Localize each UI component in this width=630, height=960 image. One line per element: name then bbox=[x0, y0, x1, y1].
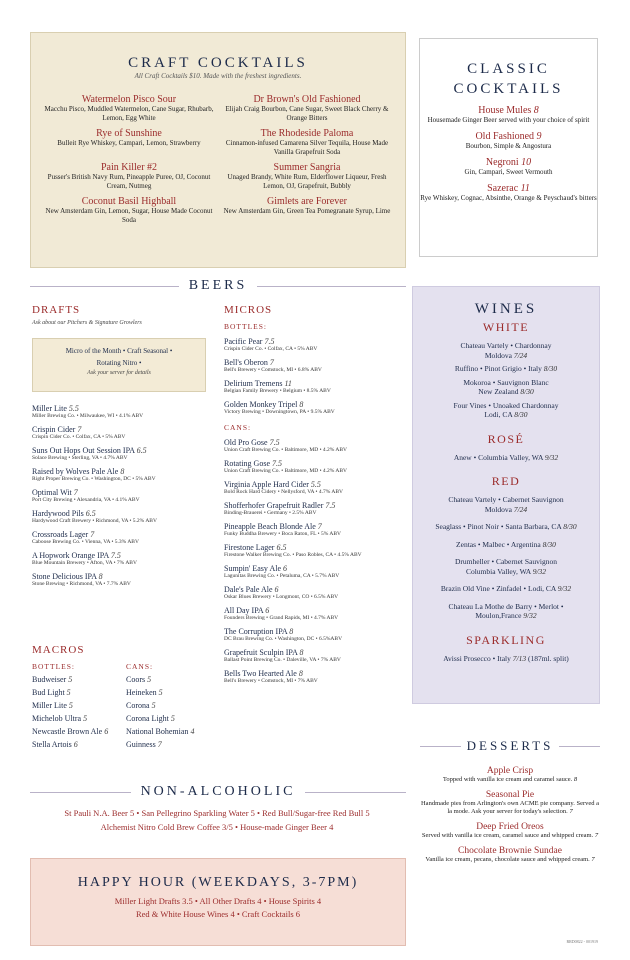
drafts-list bbox=[32, 398, 212, 587]
bottles-label: BOTTLES: bbox=[224, 322, 267, 331]
beer-price: 7.5 bbox=[269, 438, 280, 447]
beer-name: Grapefruit Sculpin IPA bbox=[224, 648, 298, 657]
divider-line bbox=[559, 746, 600, 747]
beer-name: Suns Out Hops Out Session IPA bbox=[32, 446, 135, 455]
wine-category: ROSÉ bbox=[487, 431, 525, 446]
beer-price: 7.5 bbox=[110, 551, 121, 560]
cocktail-desc: Bulleit Rye Whiskey, Campari, Lemon, Strawberry bbox=[57, 139, 201, 147]
macro-price: 6 bbox=[73, 740, 78, 749]
beer-name: Crossroads Lager bbox=[32, 530, 89, 539]
wine-item bbox=[413, 540, 599, 550]
beer-price: 7 bbox=[317, 522, 322, 531]
beer-item bbox=[32, 446, 212, 461]
macro-name: Michelob Ultra bbox=[32, 714, 82, 723]
footer-code: RRD0822 - 001919 bbox=[566, 939, 598, 944]
nonalc-list bbox=[32, 806, 402, 834]
macro-cans-label: CANS: bbox=[126, 662, 154, 671]
classic-item bbox=[420, 183, 597, 203]
wine-line1: Ruffino • Pinot Grigio • Italy bbox=[454, 364, 542, 373]
beer-price: 8 bbox=[120, 467, 125, 476]
beer-price: 11 bbox=[284, 379, 292, 388]
wine-line1: Anew • Columbia Valley, WA bbox=[453, 452, 543, 462]
beer-name: Miller Lite bbox=[32, 404, 67, 413]
micros-column bbox=[224, 304, 406, 684]
cocktail-desc: Cinnamon-infused Camarena Silver Tequila, House Made Vanilla Grapefruit Soda bbox=[225, 139, 389, 156]
beer-name: Delirium Tremens bbox=[224, 379, 283, 388]
cocktail-name: Pain Killer #2 bbox=[100, 162, 158, 173]
macro-item bbox=[126, 727, 212, 736]
beer-item bbox=[224, 501, 406, 516]
macro-item bbox=[126, 688, 212, 697]
cocktail-item bbox=[43, 128, 215, 157]
wine-category: RED bbox=[491, 474, 521, 488]
wine-price: 9/32 bbox=[523, 611, 537, 620]
classic-name: Sazerac bbox=[487, 183, 519, 194]
beer-name: Stone Delicious IPA bbox=[32, 572, 97, 581]
beer-name: Dale's Pale Ale bbox=[224, 585, 273, 594]
nonalc-line: Alchemist Nitro Cold Brew Coffee 3/5 • House-made Ginger Beer 4 bbox=[100, 822, 334, 832]
dessert-price: 7 bbox=[569, 808, 573, 815]
wines-title: WINES bbox=[474, 301, 538, 317]
macro-price: 5 bbox=[147, 675, 152, 684]
beer-name: Golden Monkey Tripel bbox=[224, 400, 298, 409]
macro-price: 5 bbox=[68, 701, 73, 710]
cocktail-name: The Rhodeside Paloma bbox=[260, 128, 354, 139]
beer-price: 8 bbox=[289, 627, 294, 636]
dessert-price: 7 bbox=[591, 856, 595, 863]
cocktail-name: Summer Sangria bbox=[273, 162, 341, 173]
desserts-title: DESSERTS bbox=[466, 738, 554, 753]
wine-item bbox=[413, 401, 599, 420]
macro-item bbox=[126, 701, 212, 710]
cocktail-name: Rye of Sunshine bbox=[96, 128, 162, 139]
macro-item bbox=[32, 714, 126, 723]
classic-item bbox=[420, 131, 597, 151]
beer-name: Firestone Lager bbox=[224, 543, 275, 552]
wine-line2: Moldova bbox=[484, 504, 512, 514]
beer-desc: Funky Buddha Brewery • Boca Raton, FL • 5% ABV bbox=[224, 531, 341, 537]
wine-suffix: (187ml. split) bbox=[527, 653, 569, 663]
beer-item bbox=[224, 564, 406, 579]
beer-item bbox=[224, 459, 406, 474]
beer-desc: Belgian Family Brewery • Belgium • 8.5% ABV bbox=[224, 388, 331, 394]
macro-price: 5 bbox=[158, 688, 163, 697]
dessert-price: 7 bbox=[594, 832, 599, 839]
cocktail-desc: Macchu Pisco, Muddled Watermelon, Cane Sugar, Rhubarb, Lemon, Egg White bbox=[44, 105, 214, 122]
wine-price: 7/24 bbox=[513, 504, 528, 514]
macro-item bbox=[32, 740, 126, 749]
beer-name: Bells Two Hearted Ale bbox=[224, 669, 297, 678]
wine-price: 9/32 bbox=[544, 452, 559, 462]
wines-panel bbox=[412, 286, 600, 704]
beer-desc: DC Brau Brewing Co. • Washington, DC • 6.5%ABV bbox=[224, 636, 343, 642]
classic-desc: Bourbon, Simple & Angostura bbox=[465, 142, 552, 150]
classic-name: Negroni bbox=[485, 157, 519, 168]
cans-label: CANS: bbox=[224, 423, 252, 432]
cocktail-desc: Elijah Craig Bourbon, Cane Sugar, Sweet Black Cherry & Orange Bitters bbox=[225, 105, 389, 122]
macro-name: Bud Light bbox=[32, 688, 65, 697]
drafts-column bbox=[32, 304, 212, 326]
cocktail-desc: Unaged Brandy, White Rum, Elderflower Liqueur, Fresh Lemon, OJ, Grapefruit, Bubbly bbox=[227, 173, 387, 190]
beer-name: Bell's Oberon bbox=[224, 358, 268, 367]
wine-price: 8/30 bbox=[563, 522, 577, 531]
nonalc-line: St Pauli N.A. Beer 5 • San Pellegrino Sparkling Water 5 • Red Bull/Sugar-free Red Bull 5 bbox=[64, 808, 370, 818]
classic-price: 9 bbox=[536, 131, 542, 142]
craft-cocktails-title: CRAFT COCKTAILS bbox=[128, 55, 308, 71]
wine-price: 9/32 bbox=[557, 584, 572, 593]
beer-price: 8 bbox=[298, 669, 303, 678]
beer-desc: Caboose Brewing Co. • Vienna, VA • 5.3% ABV bbox=[32, 539, 139, 545]
beer-desc: Binding-Brauerei • Germany • 2.5% ABV bbox=[224, 510, 317, 516]
dessert-name: Deep Fried Oreos bbox=[476, 822, 544, 832]
beer-price: 8 bbox=[98, 572, 103, 581]
dessert-item bbox=[420, 766, 600, 784]
macro-bottles-column bbox=[32, 662, 126, 749]
macro-item bbox=[32, 675, 126, 684]
wine-line1: Zentas • Malbec • Argentina bbox=[456, 539, 541, 549]
divider-line bbox=[305, 792, 406, 793]
wine-price: 8/30 bbox=[514, 410, 528, 419]
beer-item bbox=[224, 606, 406, 621]
beer-price: 7.5 bbox=[264, 337, 275, 346]
beer-item bbox=[224, 627, 406, 642]
beer-price: 6.5 bbox=[136, 446, 147, 455]
macro-price: 5 bbox=[83, 714, 88, 723]
macro-item bbox=[126, 714, 212, 723]
beer-desc: Ballast Point Brewing Co. • Daleville, VA • 7% ABV bbox=[224, 657, 341, 663]
beers-title: BEERS bbox=[188, 278, 248, 293]
beer-name: Hardywood Pils bbox=[32, 509, 84, 518]
wine-item bbox=[413, 453, 599, 463]
macro-item bbox=[126, 740, 212, 749]
classic-price: 8 bbox=[533, 105, 539, 116]
wine-section-white bbox=[413, 320, 599, 420]
happy-hour-line: Red & White House Wines 4 • Craft Cocktails 6 bbox=[135, 909, 301, 919]
craft-cocktails-panel bbox=[30, 32, 406, 268]
cocktail-item bbox=[221, 94, 393, 123]
wine-line1: Brazin Old Vine • Zinfadel • Lodi, CA bbox=[440, 584, 556, 593]
beer-desc: Firestone Walker Brewing Co. • Paso Robles, CA • 4.5% ABV bbox=[224, 552, 362, 558]
divider-line bbox=[257, 286, 406, 287]
beer-price: 8 bbox=[299, 648, 304, 657]
nonalc-divider bbox=[30, 784, 406, 800]
beer-price: 7 bbox=[269, 358, 274, 367]
beer-name: Virginia Apple Hard Cider bbox=[224, 480, 309, 489]
wine-price: 9/32 bbox=[532, 566, 547, 576]
macro-item bbox=[32, 688, 126, 697]
macro-name: Corona Light bbox=[126, 714, 169, 723]
beer-price: 7.5 bbox=[272, 459, 282, 468]
macro-price: 6 bbox=[104, 727, 109, 736]
macros-section bbox=[32, 644, 212, 749]
micro-box-line2: Rotating Nitro • bbox=[96, 359, 142, 367]
wine-item bbox=[413, 602, 599, 621]
beer-price: 7.5 bbox=[325, 501, 336, 510]
cocktail-item bbox=[43, 162, 215, 191]
beer-name: All Day IPA bbox=[224, 606, 264, 615]
beer-price: 6 bbox=[274, 585, 279, 594]
beer-desc: Oskar Blues Brewery • Longmont, CO • 6.5% ABV bbox=[224, 594, 339, 600]
micro-box-note: Ask your server for details bbox=[87, 370, 151, 376]
dessert-item bbox=[420, 790, 600, 816]
dessert-desc: Topped with vanilla ice cream and caramel sauce. bbox=[442, 776, 573, 783]
wine-price: 8/30 bbox=[520, 387, 534, 396]
dessert-item bbox=[420, 822, 600, 840]
macro-name: Stella Artois bbox=[32, 740, 72, 749]
beer-item bbox=[224, 337, 406, 352]
beer-desc: Solace Brewing • Sterling, VA • 4.7% ABV bbox=[32, 455, 128, 461]
macros-columns bbox=[32, 662, 212, 749]
beer-price: 6.5 bbox=[85, 509, 96, 518]
micro-box-line1: Micro of the Month • Craft Seasonal • bbox=[65, 347, 173, 355]
wine-line1: Mokoroa • Sauvignon Blanc bbox=[463, 377, 549, 387]
beer-name: Pineapple Beach Blonde Ale bbox=[224, 522, 316, 531]
beer-item bbox=[32, 488, 212, 503]
beer-desc: Crispin Cider Co. • Colfax, CA • 5% ABV bbox=[224, 346, 318, 352]
wine-line2: Moldova bbox=[484, 350, 512, 360]
beer-name: Optimal Wit bbox=[32, 488, 72, 497]
dessert-name: Seasonal Pie bbox=[485, 790, 535, 800]
wine-line2: Moulon,France bbox=[475, 611, 522, 620]
beer-name: A Hopwork Orange IPA bbox=[32, 551, 109, 560]
drafts-title: DRAFTS bbox=[32, 304, 81, 316]
classic-title-line2: COCKTAILS bbox=[453, 81, 564, 97]
happy-hour-line: Miller Light Drafts 3.5 • All Other Drafts 4 • House Spirits 4 bbox=[114, 896, 322, 906]
dessert-desc: Vanilla ice cream, pecans, chocolate sauce and whipped cream. bbox=[425, 856, 590, 863]
beer-item bbox=[32, 551, 212, 566]
divider-line bbox=[420, 746, 461, 747]
cocktail-desc: New Amsterdam Gin, Green Tea Pomegranate Syrup, Lime bbox=[223, 207, 391, 215]
classic-cocktails-panel bbox=[419, 38, 598, 257]
wine-line1: Avissi Prosecco • Italy bbox=[443, 653, 511, 663]
beer-desc: Victory Brewing • Downingtown, PA • 9.5% ABV bbox=[224, 409, 335, 415]
beer-item bbox=[224, 400, 406, 415]
dessert-desc: Handmade pies from Arlington's own ACME pie company. Served a la mode. Ask your server for today's selection. bbox=[420, 800, 600, 815]
wine-price: 7/13 bbox=[512, 653, 527, 663]
cocktail-item bbox=[221, 196, 393, 225]
wine-line1: Drumheller • Cabernet Sauvignon bbox=[455, 557, 557, 566]
wine-price: 8/30 bbox=[543, 364, 558, 373]
macro-price: 5 bbox=[170, 714, 175, 723]
cocktail-item bbox=[43, 94, 215, 123]
beer-item bbox=[32, 530, 212, 545]
macro-name: National Bohemian bbox=[126, 727, 189, 736]
classic-title-line1: CLASSIC bbox=[467, 61, 550, 77]
wine-category: SPARKLING bbox=[466, 632, 546, 647]
classic-desc: Gin, Campari, Sweet Vermouth bbox=[464, 168, 553, 176]
beer-desc: Right Proper Brewing Co. • Washington, DC • 5% ABV bbox=[32, 476, 156, 482]
beer-desc: Bell's Brewery • Comstock, MI • 7% ABV bbox=[224, 678, 318, 684]
beer-item bbox=[224, 358, 406, 373]
divider-line bbox=[30, 792, 131, 793]
beer-price: 7 bbox=[77, 425, 82, 434]
classic-name: Old Fashioned bbox=[475, 131, 535, 142]
wine-line2: Lodi, CA bbox=[484, 410, 513, 419]
cocktail-item bbox=[43, 196, 215, 225]
classic-item bbox=[420, 157, 597, 177]
wine-item bbox=[413, 557, 599, 576]
wine-category: WHITE bbox=[482, 320, 530, 334]
cocktail-name: Gimlets are Forever bbox=[267, 196, 347, 207]
wine-item bbox=[413, 584, 599, 594]
desserts-list bbox=[420, 760, 600, 864]
macro-name: Budweiser bbox=[32, 675, 67, 684]
macro-name: Guinness bbox=[126, 740, 156, 749]
beer-item bbox=[32, 467, 212, 482]
beer-item bbox=[224, 669, 406, 684]
cocktail-item bbox=[221, 162, 393, 191]
dessert-name: Apple Crisp bbox=[486, 766, 534, 776]
cocktail-desc: New Amsterdam Gin, Lemon, Sugar, House Made Coconut Soda bbox=[45, 207, 213, 224]
macro-price: 5 bbox=[66, 688, 71, 697]
wine-item bbox=[413, 364, 599, 374]
wine-item bbox=[413, 654, 599, 664]
beer-price: 5.5 bbox=[68, 404, 79, 413]
beer-name: Pacific Pear bbox=[224, 337, 263, 346]
desserts-divider bbox=[420, 738, 600, 754]
wine-item bbox=[413, 378, 599, 397]
wine-price: 8/30 bbox=[542, 539, 556, 549]
beer-item bbox=[32, 509, 212, 524]
happy-hour-panel bbox=[30, 858, 406, 946]
macro-price: 4 bbox=[190, 727, 195, 736]
divider-line bbox=[30, 286, 179, 287]
beers-divider bbox=[30, 278, 406, 294]
beer-desc: Stone Brewing • Richmond, VA • 7.7% ABV bbox=[32, 581, 131, 587]
classic-desc: Rye Whiskey, Cognac, Absinthe, Orange & Peyschaud's bitters bbox=[420, 194, 597, 202]
classic-cocktails-title bbox=[420, 59, 597, 99]
macro-name: Miller Lite bbox=[32, 701, 67, 710]
beer-desc: Union Craft Brewing Co. • Baltimore, MD • 4.2% ABV bbox=[224, 468, 348, 474]
wine-line1: Chateau Vartely • Chardonnay bbox=[460, 341, 552, 350]
wine-section-rose bbox=[413, 432, 599, 463]
wine-line2: New Zealand bbox=[478, 387, 519, 396]
wine-line2: Columbia Valley, WA bbox=[465, 566, 531, 576]
beer-desc: Hardywood Craft Brewery • Richmond, VA • 5.2% ABV bbox=[32, 518, 157, 524]
beer-item bbox=[224, 379, 406, 394]
classic-desc: Housemade Ginger Beer served with your choice of spirit bbox=[427, 116, 590, 124]
wine-line1: Chateau La Mothe de Barry • Merlot • bbox=[448, 601, 564, 611]
beer-name: Rotating Gose bbox=[224, 459, 270, 468]
beer-price: 5.5 bbox=[310, 480, 321, 489]
cocktail-name: Coconut Basil Highball bbox=[81, 196, 177, 207]
beer-item bbox=[32, 425, 212, 440]
classic-item bbox=[420, 105, 597, 125]
cocktail-name: Dr Brown's Old Fashioned bbox=[253, 94, 361, 105]
dessert-desc: Served with vanilla ice cream, caramel sauce and whipped cream. bbox=[421, 832, 594, 839]
beer-price: 7 bbox=[73, 488, 78, 497]
beer-desc: Blue Mountain Brewery • Afton, VA • 7% ABV bbox=[32, 560, 137, 566]
wine-line1: Seaglass • Pinot Noir • Santa Barbara, CA bbox=[435, 522, 562, 531]
macro-item bbox=[32, 727, 126, 736]
wine-item bbox=[413, 495, 599, 514]
beer-name: Sumpin' Easy Ale bbox=[224, 564, 281, 573]
beer-price: 6 bbox=[283, 564, 287, 573]
beer-price: 7 bbox=[90, 530, 95, 539]
cocktail-name: Watermelon Pisco Sour bbox=[81, 94, 177, 105]
classic-price: 10 bbox=[521, 157, 532, 168]
wine-line1: Chateau Vartely • Cabernet Sauvignon bbox=[448, 495, 564, 504]
wine-item bbox=[413, 341, 599, 360]
dessert-item bbox=[420, 846, 600, 864]
beer-desc: Bell's Brewery • Comstock, MI • 6.8% ABV bbox=[224, 367, 322, 373]
beer-item bbox=[224, 543, 406, 558]
beer-name: The Corruption IPA bbox=[224, 627, 288, 636]
cocktail-item bbox=[221, 128, 393, 157]
macros-title: MACROS bbox=[32, 644, 85, 656]
wine-item bbox=[413, 522, 599, 532]
macro-price: 5 bbox=[151, 701, 156, 710]
happy-hour-title: HAPPY HOUR (WEEKDAYS, 3-7PM) bbox=[77, 875, 359, 890]
classic-name: House Mules bbox=[478, 105, 532, 116]
macro-item bbox=[32, 701, 126, 710]
beer-item bbox=[224, 648, 406, 663]
classic-price: 11 bbox=[520, 183, 530, 194]
beer-item bbox=[224, 585, 406, 600]
beer-item bbox=[32, 404, 212, 419]
wine-section-red bbox=[413, 474, 599, 621]
macro-bottles-label: BOTTLES: bbox=[32, 662, 75, 671]
beer-desc: Crispin Cider Co. • Colfax, CA • 5% ABV bbox=[32, 434, 126, 440]
cocktail-desc: Pusser's British Navy Rum, Pineapple Puree, OJ, Coconut Cream, Nutmeg bbox=[47, 173, 211, 190]
beer-price: 6.5 bbox=[276, 543, 287, 552]
macro-name: Heineken bbox=[126, 688, 157, 697]
beer-price: 6 bbox=[265, 606, 270, 615]
macro-name: Corona bbox=[126, 701, 150, 710]
beer-desc: Bold Rock Hard Cidery • Nellysford, VA • 4.7% ABV bbox=[224, 489, 343, 495]
beer-name: Old Pro Gose bbox=[224, 438, 268, 447]
macro-item bbox=[126, 675, 212, 684]
macro-name: Newcastle Brown Ale bbox=[32, 727, 103, 736]
dessert-name: Chocolate Brownie Sundae bbox=[458, 846, 562, 856]
micros-title: MICROS bbox=[224, 304, 273, 316]
wine-section-sparkling bbox=[413, 633, 599, 664]
macro-price: 7 bbox=[157, 740, 162, 749]
micro-of-month-box bbox=[32, 338, 206, 392]
beer-desc: Port City Brewing • Alexandria, VA • 4.1% ABV bbox=[32, 497, 140, 503]
beer-item bbox=[32, 572, 212, 587]
macro-name: Coors bbox=[126, 675, 146, 684]
macro-price: 5 bbox=[68, 675, 73, 684]
beer-name: Raised by Wolves Pale Ale bbox=[32, 467, 119, 476]
beer-item bbox=[224, 480, 406, 495]
beer-price: 8 bbox=[299, 400, 304, 409]
beer-item bbox=[224, 438, 406, 453]
beer-desc: Miller Brewing Co. • Milwaukee, WI • 4.1% ABV bbox=[32, 413, 144, 419]
beer-item bbox=[224, 522, 406, 537]
craft-cocktails-subtitle: All Craft Cocktails $10. Made with the freshest ingredients. bbox=[134, 72, 302, 80]
beer-name: Shofferhofer Grapefruit Radler bbox=[224, 501, 324, 510]
macro-cans-column bbox=[126, 662, 212, 749]
beer-desc: Founders Brewing • Grand Rapids, MI • 4.7% ABV bbox=[224, 615, 339, 621]
craft-cocktail-list bbox=[31, 80, 405, 225]
beer-name: Crispin Cider bbox=[32, 425, 76, 434]
beer-desc: Union Craft Brewing Co. • Baltimore, MD • 4.2% ABV bbox=[224, 447, 348, 453]
wine-price: 7/24 bbox=[513, 350, 528, 360]
drafts-note: Ask about our Pitchers & Signature Growlers bbox=[32, 320, 142, 326]
wine-line1: Four Vines • Unoaked Chardonnay bbox=[453, 400, 559, 410]
beer-desc: Lagunitas Brewing Co. • Petaluma, CA • 5.7% ABV bbox=[224, 573, 340, 579]
nonalc-title: NON-ALCOHOLIC bbox=[140, 784, 296, 799]
dessert-price: 8 bbox=[573, 776, 578, 783]
